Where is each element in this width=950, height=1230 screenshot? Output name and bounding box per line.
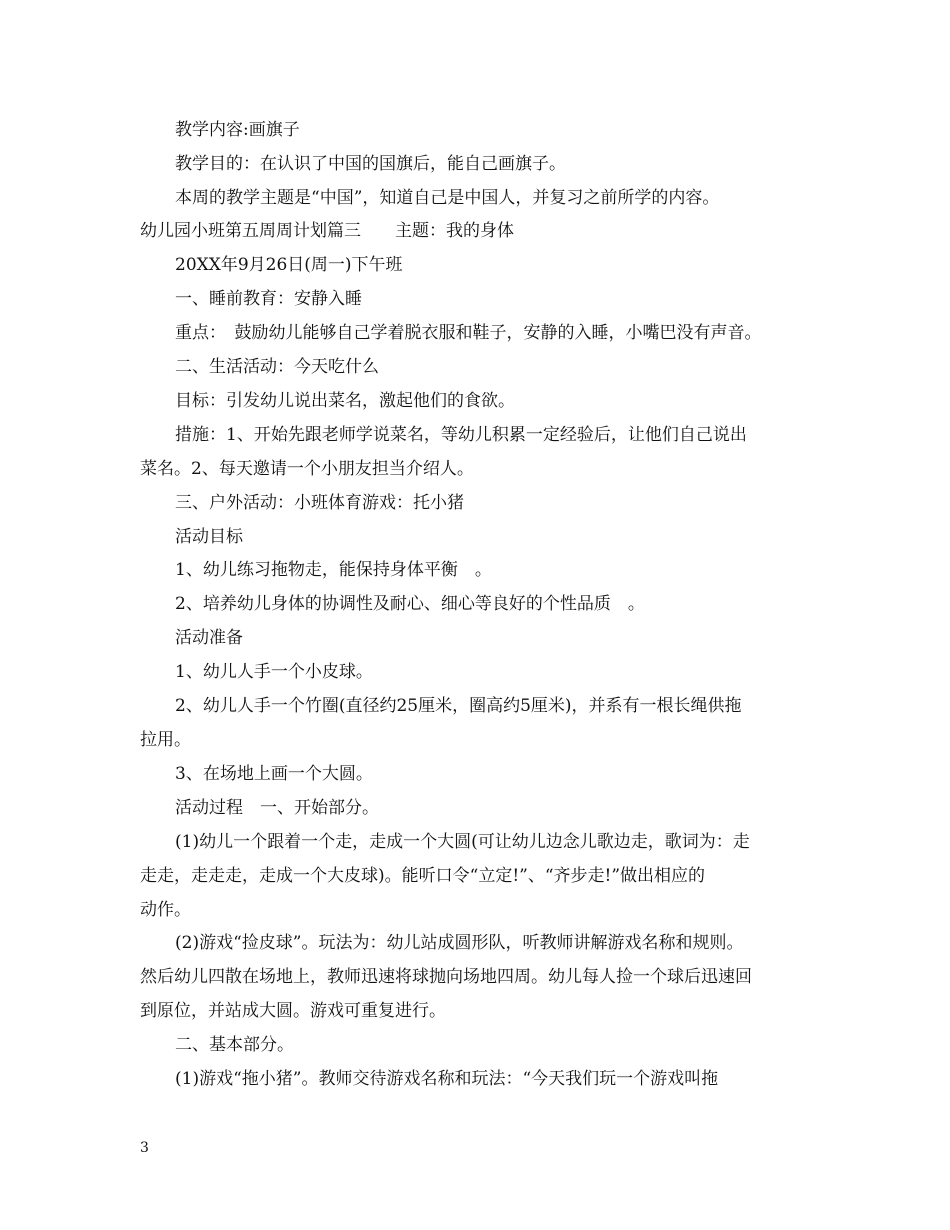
text-line: 目标：引发幼儿说出菜名，激起他们的食欲。 [175,391,515,411]
text-line: 教学内容:画旗子 [175,120,300,140]
text-line: 三、户外活动：小班体育游戏：托小猪 [175,493,464,513]
text-line: 走走，走走走，走成一个大皮球)。能听口令“立定!”、“齐步走!”做出相应的 [140,866,706,886]
text-line: 1、幼儿练习拖物走，能保持身体平衡 。 [175,560,492,580]
text-line: 然后幼儿四散在场地上，教师迅速将球抛向场地四周。幼儿每人捡一个球后迅速回 [140,967,752,987]
text-line: 教学目的：在认识了中国的国旗后，能自己画旗子。 [175,154,566,174]
text-line: 措施：1、开始先跟老师学说菜名，等幼儿积累一定经验后，让他们自己说出 [175,425,747,445]
text-line: 二、生活活动：今天吃什么 [175,357,379,377]
text-line: 1、幼儿人手一个小皮球。 [175,662,373,682]
text-line: 到原位，并站成大圆。游戏可重复进行。 [140,1001,446,1021]
text-line: (1)游戏“拖小猪”。教师交待游戏名称和玩法：“今天我们玩一个游戏叫拖 [175,1069,719,1089]
text-line: 动作。 [140,900,191,920]
text-line: (1)幼儿一个跟着一个走，走成一个大圆(可让幼儿边念儿歌边走，歌词为：走 [175,832,750,852]
text-line: 重点： 鼓励幼儿能够自己学着脱衣服和鞋子，安静的入睡，小嘴巴没有声音。 [175,323,762,343]
text-line: 2、幼儿人手一个竹圈(直径约25厘米，圈高约5厘米)，并系有一根长绳供拖 [175,696,742,716]
text-line: 本周的教学主题是“中国”，知道自己是中国人，并复习之前所学的内容。 [175,188,720,208]
text-line: 20XX年9月26日(周一)下午班 [175,255,403,275]
text-line: 2、培养幼儿身体的协调性及耐心、细心等良好的个性品质 。 [175,594,645,614]
text-line: 菜名。2、每天邀请一个小朋友担当介绍人。 [140,459,474,479]
text-line: 活动准备 [175,628,243,648]
page-number: 3 [140,1140,149,1156]
text-line: 3、在场地上画一个大圆。 [175,764,373,784]
section-heading: 幼儿园小班第五周周计划篇三 主题：我的身体 [140,221,514,241]
text-line: 一、睡前教育：安静入睡 [175,289,362,309]
text-line: 二、基本部分。 [175,1035,294,1055]
text-line: (2)游戏“捡皮球”。玩法为：幼儿站成圆形队，听教师讲解游戏名称和规则。 [175,933,744,953]
text-line: 拉用。 [140,730,191,750]
text-line: 活动目标 [175,527,243,547]
text-line: 活动过程 一、开始部分。 [175,798,379,818]
